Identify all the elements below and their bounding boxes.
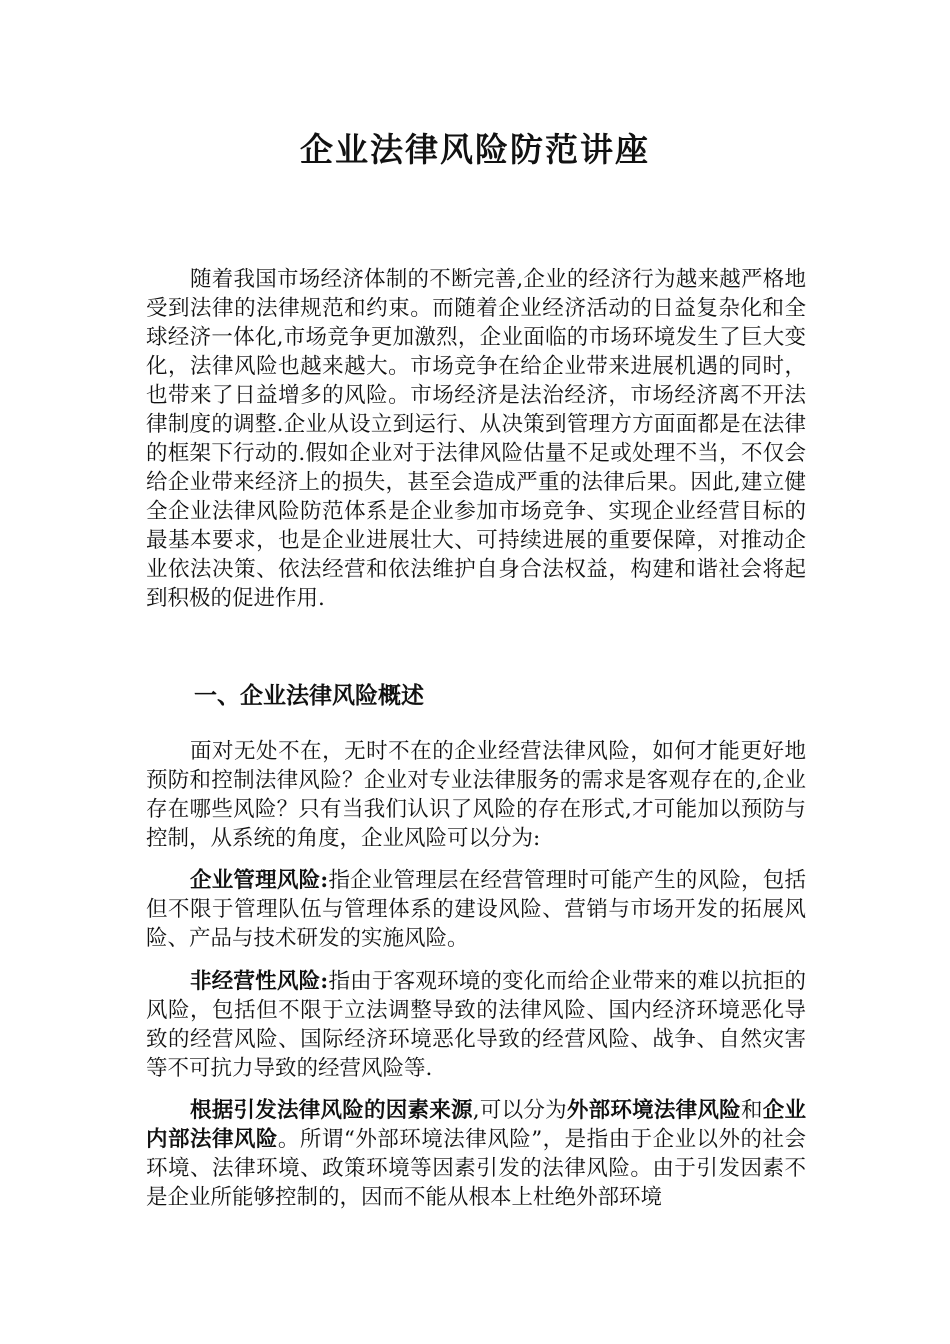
risk-source-lead: 根据引发法律风险的因素来源 xyxy=(190,1098,473,1123)
management-risk-paragraph xyxy=(146,866,806,953)
management-risk-text: 指企业管理层在经营管理时可能产生的风险，包括但不限于管理队伍与管理体系的建设风险、营销与市场开发的拓展风险、产品与技术研发的实施风险。 xyxy=(146,868,806,951)
external-risk-term: 外部环境法律风险 xyxy=(566,1098,741,1123)
document-title: 企业法律风险防范讲座 xyxy=(300,130,650,169)
overview-paragraph: 面对无处不在，无时不在的企业经营法律风险，如何才能更好地预防和控制法律风险？企业对专业法律服务的需求是客观存在的,企业存在哪些风险？只有当我们认识了风险的存在形式,才可能加以预防与控制，从系统的角度，企业风险可以分为: xyxy=(146,739,806,851)
internal-risk-term: 企业内部法律风险 xyxy=(146,1098,806,1152)
risk-source-rest-text: 。所谓“外部环境法律风险”，是指由于企业以外的社会环境、法律环境、政策环境等因素引发的法律风险。由于引发因素不是企业所能够控制的，因而不能从根本上杜绝外部环境 xyxy=(146,1127,806,1210)
intro-paragraph: 随着我国市场经济体制的不断完善,企业的经济行为越来越严格地受到法律的法律规范和约束。而随着企业经济活动的日益复杂化和全球经济一体化,市场竞争更加激烈，企业面临的市场环境发生了巨大变化，法律风险也越来越大。市场竞争在给企业带来进展机遇的同时，也带来了日益增多的风险。市场经济是法治经济，市场经济离不开法律制度的调整.企业从设立到运行、从决策到管理方方面面都是在法律的框架下行动的.假如企业对于法律风险估量不足或处理不当，不仅会给企业带来经济上的损失，甚至会造成严重的法律后果。因此,建立健全企业法律风险防范体系是企业参加市场竞争、实现企业经营目标的最基本要求，也是企业进展壮大、可持续进展的重要保障，对推动企业依法决策、依法经营和依法维护自身合法权益，构建和谐社会将起到积极的促进作用. xyxy=(146,267,806,611)
non-operating-risk-term: 非经营性风险: xyxy=(190,969,329,994)
non-operating-risk-paragraph xyxy=(146,967,806,1083)
management-risk-term: 企业管理风险: xyxy=(190,868,329,893)
and-text: 和 xyxy=(740,1098,763,1123)
section-heading: 一、企业法律风险概述 xyxy=(194,682,424,709)
non-operating-risk-text: 指由于客观环境的变化而给企业带来的难以抗拒的风险，包括但不限于立法调整导致的法律风险、国内经济环境恶化导致的经营风险、国际经济环境恶化导致的经营风险、战争、自然灾害等不可抗力导致的经营风险等. xyxy=(146,969,806,1081)
risk-source-lead-text: ,可以分为 xyxy=(472,1098,567,1123)
risk-source-paragraph xyxy=(146,1096,806,1212)
